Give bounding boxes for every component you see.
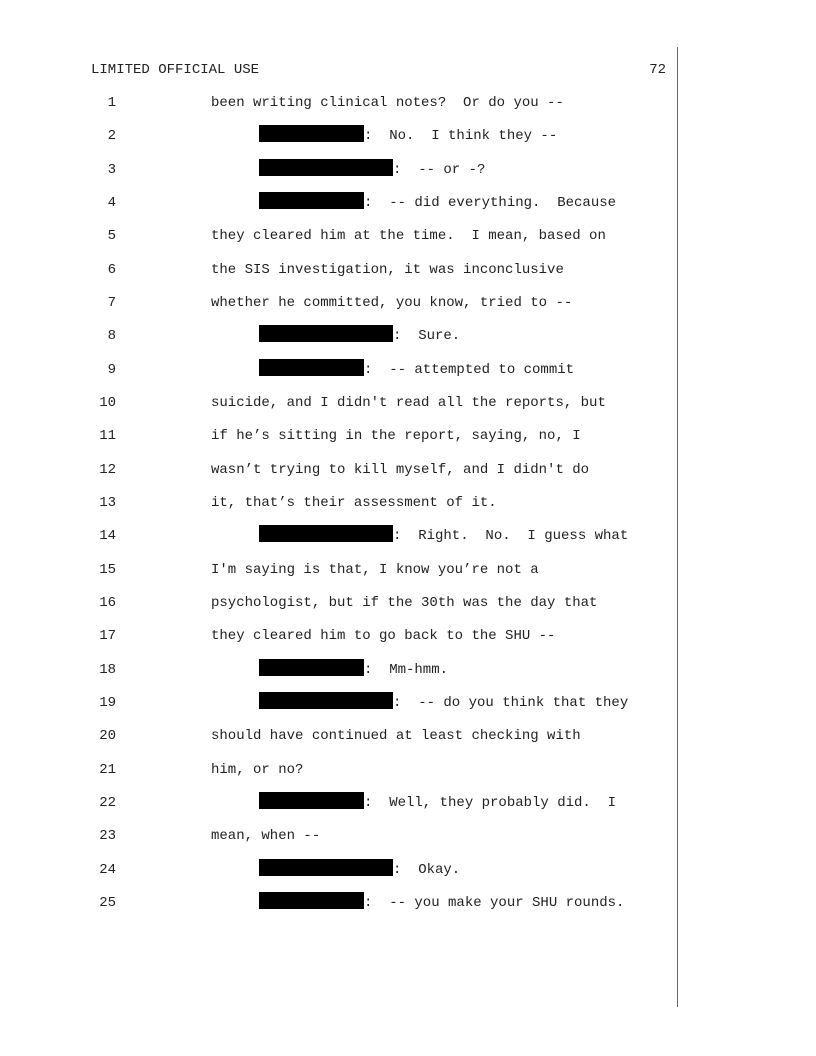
speaker-turn <box>259 192 616 214</box>
transcript-line <box>0 759 816 781</box>
line-number: 18 <box>99 662 116 678</box>
line-text: : Right. No. I guess what <box>393 528 629 544</box>
redaction-block <box>259 525 393 542</box>
redaction-block <box>259 359 364 376</box>
transcript-line <box>0 159 816 181</box>
speaker-turn <box>259 125 557 147</box>
line-text: wasn’t trying to kill myself, and I didn't do <box>211 462 590 478</box>
line-number: 14 <box>99 528 116 544</box>
transcript-line <box>0 892 816 914</box>
redaction-block <box>259 659 364 676</box>
transcript-line <box>0 625 816 647</box>
line-text: : -- you make your SHU rounds. <box>364 895 625 911</box>
speaker-turn <box>259 325 460 347</box>
speaker-turn <box>259 692 628 714</box>
redaction-block <box>259 892 364 909</box>
line-text: : No. I think they -- <box>364 128 558 144</box>
transcript-line <box>0 559 816 581</box>
redaction-block <box>259 192 364 209</box>
transcript-line <box>0 859 816 881</box>
redaction-block <box>259 159 393 176</box>
line-text: they cleared him at the time. I mean, based on <box>211 228 606 244</box>
line-number: 4 <box>107 195 116 211</box>
line-number: 20 <box>99 728 116 744</box>
transcript-line <box>0 359 816 381</box>
line-number: 17 <box>99 628 116 644</box>
speaker-turn <box>259 359 574 381</box>
line-number: 9 <box>107 362 116 378</box>
transcript-line <box>0 325 816 347</box>
line-number: 3 <box>107 162 116 178</box>
transcript-line <box>0 492 816 514</box>
transcript-line <box>0 592 816 614</box>
line-text: : -- do you think that they <box>393 695 629 711</box>
line-number: 7 <box>107 295 116 311</box>
line-text: if he’s sitting in the report, saying, no, I <box>211 428 581 444</box>
transcript-line <box>0 425 816 447</box>
transcript-line <box>0 225 816 247</box>
line-text: : -- or -? <box>393 162 486 178</box>
line-number: 25 <box>99 895 116 911</box>
redaction-block <box>259 125 364 142</box>
transcript-line <box>0 792 816 814</box>
line-number: 16 <box>99 595 116 611</box>
line-number: 22 <box>99 795 116 811</box>
transcript-line <box>0 392 816 414</box>
redaction-block <box>259 792 364 809</box>
line-text: psychologist, but if the 30th was the day that <box>211 595 598 611</box>
line-text: : Sure. <box>393 328 461 344</box>
transcript-line <box>0 259 816 281</box>
transcript-line <box>0 692 816 714</box>
line-text: : Well, they probably did. I <box>364 795 617 811</box>
line-text: I'm saying is that, I know you’re not a <box>211 562 539 578</box>
classification-header: LIMITED OFFICIAL USE <box>91 62 260 78</box>
transcript-line <box>0 92 816 114</box>
line-number: 2 <box>107 128 116 144</box>
line-text: whether he committed, you know, tried to -- <box>211 295 573 311</box>
transcript-line <box>0 725 816 747</box>
line-text: the SIS investigation, it was inconclusive <box>211 262 564 278</box>
transcript-line <box>0 292 816 314</box>
speaker-turn <box>259 159 485 181</box>
line-text: they cleared him to go back to the SHU -- <box>211 628 556 644</box>
speaker-turn <box>259 892 624 914</box>
transcript-line <box>0 659 816 681</box>
speaker-turn <box>259 859 460 881</box>
line-number: 10 <box>99 395 116 411</box>
transcript-line <box>0 525 816 547</box>
line-number: 19 <box>99 695 116 711</box>
line-number: 5 <box>107 228 116 244</box>
line-text: : Okay. <box>393 862 461 878</box>
redaction-block <box>259 692 393 709</box>
speaker-turn <box>259 659 448 681</box>
line-text: it, that’s their assessment of it. <box>211 495 497 511</box>
line-number: 15 <box>99 562 116 578</box>
line-number: 1 <box>107 95 116 111</box>
line-text: : -- attempted to commit <box>364 362 575 378</box>
line-text: suicide, and I didn't read all the reports, but <box>211 395 606 411</box>
line-number: 12 <box>99 462 116 478</box>
line-number: 13 <box>99 495 116 511</box>
speaker-turn <box>259 525 628 547</box>
transcript-line <box>0 125 816 147</box>
line-text: mean, when -- <box>211 828 321 844</box>
redaction-block <box>259 859 393 876</box>
transcript-line <box>0 459 816 481</box>
line-text: him, or no? <box>211 762 304 778</box>
page-number: 72 <box>649 62 666 78</box>
redaction-block <box>259 325 393 342</box>
line-number: 6 <box>107 262 116 278</box>
line-text: : Mm-hmm. <box>364 662 449 678</box>
line-number: 11 <box>99 428 116 444</box>
transcript-line <box>0 825 816 847</box>
line-number: 8 <box>107 328 116 344</box>
line-number: 23 <box>99 828 116 844</box>
speaker-turn <box>259 792 616 814</box>
line-text: been writing clinical notes? Or do you -- <box>211 95 564 111</box>
line-number: 24 <box>99 862 116 878</box>
transcript-line <box>0 192 816 214</box>
line-number: 21 <box>99 762 116 778</box>
line-text: should have continued at least checking with <box>211 728 581 744</box>
line-text: : -- did everything. Because <box>364 195 617 211</box>
